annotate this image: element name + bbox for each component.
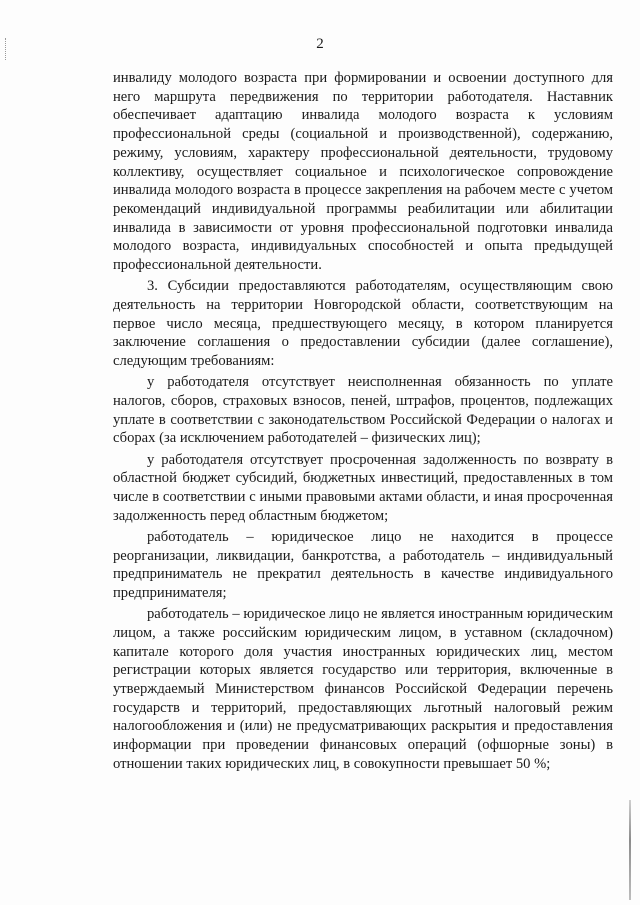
paragraph-item-3: 3. Субсидии предоставляются работодателям, осуществляющим свою деятельность на территории Новгородской области, соответствующим на первое число месяца, предшествующего месяцу, в котором планируется заключение соглашения о предоставлении субсидии (далее соглашение), следующим требованиям: bbox=[113, 278, 613, 370]
page-number: 2 bbox=[316, 36, 324, 52]
scan-edge-mark-right bbox=[629, 800, 631, 900]
paragraph-continuation: инвалиду молодого возраста при формировании и освоении доступного для него маршрута передвижения по территории работодателя. Наставник обеспечивает адаптацию инвалида молодого возраста к условиям профессиональной среды (социальной и производственной), содержанию, режиму, условиям, характеру профессиональной деятельности, трудовому коллективу, осуществляет социальное и психологическое сопровождение инвалида молодого возраста в процессе закрепления на рабочем месте с учетом рекомендаций индивидуальной программы реабилитации или абилитации инвалида в зависимости от уровня профессиональной подготовки инвалида молодого возраста, индивидуальных способностей и опыта предыдущей профессиональной деятельности. bbox=[113, 70, 613, 274]
paragraph-requirement-taxes: у работодателя отсутствует неисполненная обязанность по уплате налогов, сборов, страховых взносов, пеней, штрафов, процентов, подлежащих уплате в соответствии с законодательством Российской Федерации о налогах и сборах (за исключением работодателей – физических лиц); bbox=[113, 374, 613, 447]
paragraph-requirement-budget-debt: у работодателя отсутствует просроченная задолженность по возврату в областной бюджет субсидий, бюджетных инвестиций, предоставленных в том числе в соответствии с иными правовыми актами области, и иная просроченная задолженность перед областным бюджетом; bbox=[113, 451, 613, 524]
document-body bbox=[113, 69, 613, 776]
paragraph-requirement-reorganization: работодатель – юридическое лицо не находится в процессе реорганизации, ликвидации, банкротства, а работодатель – индивидуальный предприниматель не прекратил деятельность в качестве индивидуального предпринимателя; bbox=[113, 528, 613, 601]
paragraph-requirement-foreign-entity: работодатель – юридическое лицо не является иностранным юридическим лицом, а также российским юридическим лицом, в уставном (складочном) капитале которого доля участия иностранных юридических лиц, местом регистрации которых является государство или территория, включенные в утверждаемый Министерством финансов Российской Федерации перечень государств и территорий, предоставляющих льготный налоговый режим налогообложения и (или) не предусматривающих раскрытия и предоставления информации при проведении финансовых операций (офшорные зоны) в отношении таких юридических лиц, в совокупности превышает 50 %; bbox=[113, 606, 613, 772]
